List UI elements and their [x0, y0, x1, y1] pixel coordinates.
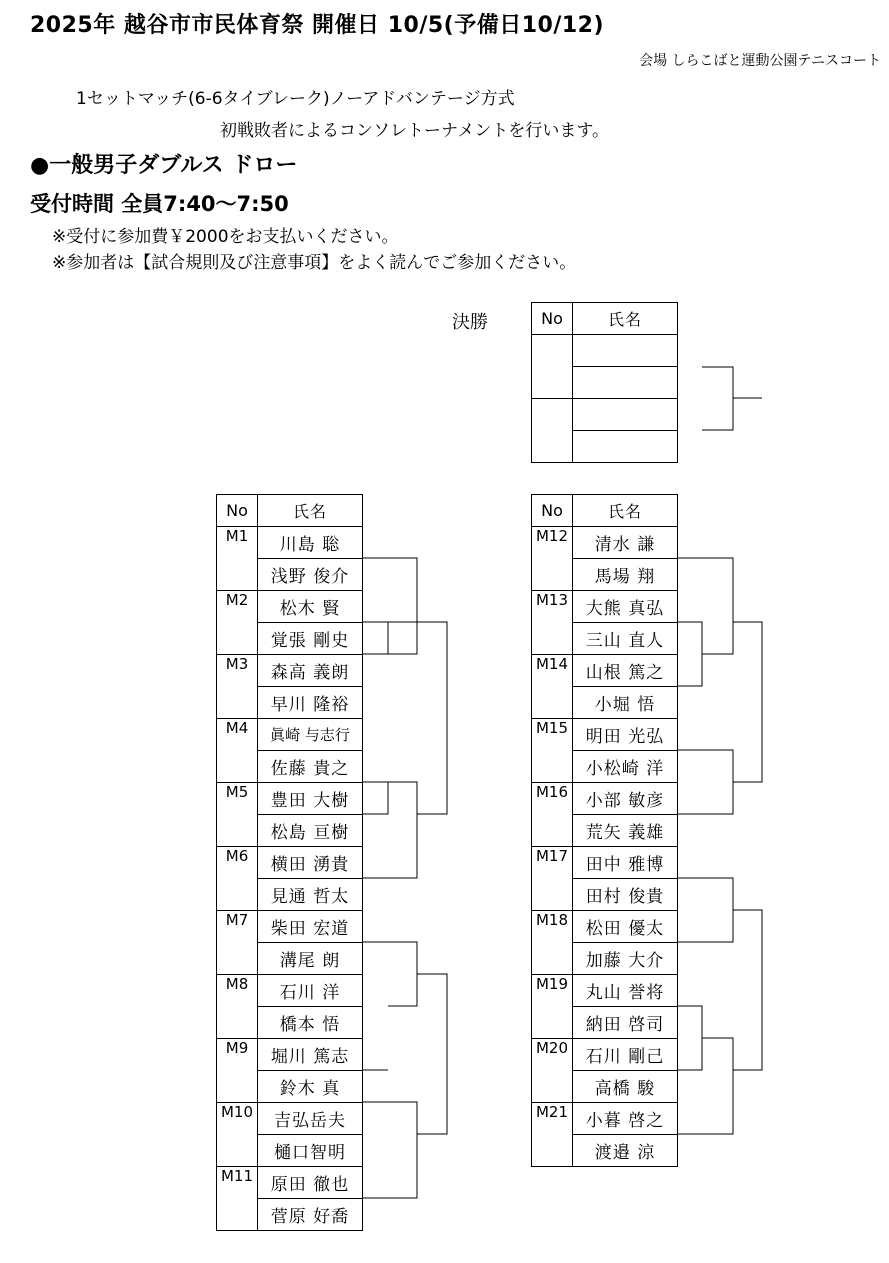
player-name: 山根 篤之	[573, 655, 678, 687]
match-id: M6	[217, 847, 258, 911]
player-name: 早川 隆裕	[258, 687, 363, 719]
match-id: M17	[532, 847, 573, 911]
bracket-line	[678, 878, 733, 942]
player-name: 吉弘岳夫	[258, 1103, 363, 1135]
section-title: ●一般男子ダブルス ドロー	[30, 153, 298, 178]
col-name-header: 氏名	[573, 495, 678, 527]
player-name: 丸山 誉将	[573, 975, 678, 1007]
player-name: 横田 湧貴	[258, 847, 363, 879]
player-name: 原田 徹也	[258, 1167, 363, 1199]
final-label: 決勝	[452, 312, 488, 333]
fee-note: ※受付に参加費￥2000をお支払いください。	[52, 227, 399, 247]
player-name: 加藤 大介	[573, 943, 678, 975]
player-name: 森高 義朗	[258, 655, 363, 687]
bracket-line	[733, 910, 762, 1070]
player-name: 小松崎 洋	[573, 751, 678, 783]
player-name: 馬場 翔	[573, 559, 678, 591]
bracket-line	[678, 750, 733, 814]
match-id: M14	[532, 655, 573, 719]
player-name: 溝尾 朗	[258, 943, 363, 975]
final-col-name: 氏名	[573, 303, 678, 335]
page-title: 2025年 越谷市市民体育祭 開催日 10/5(予備日10/12)	[30, 13, 605, 38]
match-id: M3	[217, 655, 258, 719]
player-name: 菅原 好喬	[258, 1199, 363, 1231]
bracket-line	[363, 782, 388, 814]
player-name: 石川 剛己	[573, 1039, 678, 1071]
match-id: M5	[217, 783, 258, 847]
match-id: M9	[217, 1039, 258, 1103]
player-name: 樋口智明	[258, 1135, 363, 1167]
player-name: 豊田 大樹	[258, 783, 363, 815]
match-id: M19	[532, 975, 573, 1039]
col-no-header: No	[217, 495, 258, 527]
player-name: 松田 優太	[573, 911, 678, 943]
final-col-no: No	[532, 303, 573, 335]
player-name: 小堀 悟	[573, 687, 678, 719]
player-name: 小部 敏彦	[573, 783, 678, 815]
match-id: M21	[532, 1103, 573, 1167]
bracket-line	[678, 1038, 733, 1134]
match-id: M11	[217, 1167, 258, 1231]
col-name-header: 氏名	[258, 495, 363, 527]
match-id: M18	[532, 911, 573, 975]
player-name: 堀川 篤志	[258, 1039, 363, 1071]
bracket-line	[678, 622, 702, 686]
match-id: M2	[217, 591, 258, 655]
player-name: 浅野 俊介	[258, 559, 363, 591]
bracket-line	[678, 558, 733, 654]
player-name: 柴田 宏道	[258, 911, 363, 943]
bracket-line	[702, 367, 762, 430]
match-id: M4	[217, 719, 258, 783]
match-id: M10	[217, 1103, 258, 1167]
match-id: M16	[532, 783, 573, 847]
bracket-line	[733, 622, 762, 782]
player-name: 覚張 剛史	[258, 623, 363, 655]
col-no-header: No	[532, 495, 573, 527]
player-name: 高橋 駿	[573, 1071, 678, 1103]
player-name: 荒矢 義雄	[573, 815, 678, 847]
bracket-line	[363, 622, 388, 654]
player-name: 川島 聡	[258, 527, 363, 559]
player-name: 三山 直人	[573, 623, 678, 655]
player-name: 明田 光弘	[573, 719, 678, 751]
player-name: 佐藤 貴之	[258, 751, 363, 783]
bracket-line	[363, 942, 417, 1006]
player-name: 橋本 悟	[258, 1007, 363, 1039]
match-id: M12	[532, 527, 573, 591]
player-name: 見通 哲太	[258, 879, 363, 911]
player-name: 納田 啓司	[573, 1007, 678, 1039]
rules-note: ※参加者は【試合規則及び注意事項】をよく読んでご参加ください。	[52, 253, 577, 273]
consolation-text: 初戦敗者によるコンソレトーナメントを行います。	[220, 121, 609, 141]
bracket-line	[363, 1102, 417, 1198]
player-name: 眞崎 与志行	[258, 719, 363, 751]
bracket-line	[363, 558, 417, 654]
bracket-line	[363, 782, 417, 878]
player-name: 松島 亘樹	[258, 815, 363, 847]
player-name: 渡邉 涼	[573, 1135, 678, 1167]
bracket-line	[678, 1006, 702, 1070]
player-name: 松木 賢	[258, 591, 363, 623]
match-id: M1	[217, 527, 258, 591]
player-name: 石川 洋	[258, 975, 363, 1007]
match-id: M7	[217, 911, 258, 975]
match-id: M13	[532, 591, 573, 655]
player-name: 小暮 啓之	[573, 1103, 678, 1135]
reception-time: 受付時間 全員7:40～7:50	[30, 192, 289, 216]
player-name: 田中 雅博	[573, 847, 678, 879]
player-name: 田村 俊貴	[573, 879, 678, 911]
match-id: M20	[532, 1039, 573, 1103]
player-name: 清水 謙	[573, 527, 678, 559]
venue-text: 会場 しらこばと運動公園テニスコート	[639, 53, 881, 69]
match-id: M8	[217, 975, 258, 1039]
match-format-text: 1セットマッチ(6-6タイブレーク)ノーアドバンテージ方式	[76, 89, 515, 109]
player-name: 大熊 真弘	[573, 591, 678, 623]
player-name: 鈴木 真	[258, 1071, 363, 1103]
match-id: M15	[532, 719, 573, 783]
bracket-line	[417, 974, 447, 1134]
